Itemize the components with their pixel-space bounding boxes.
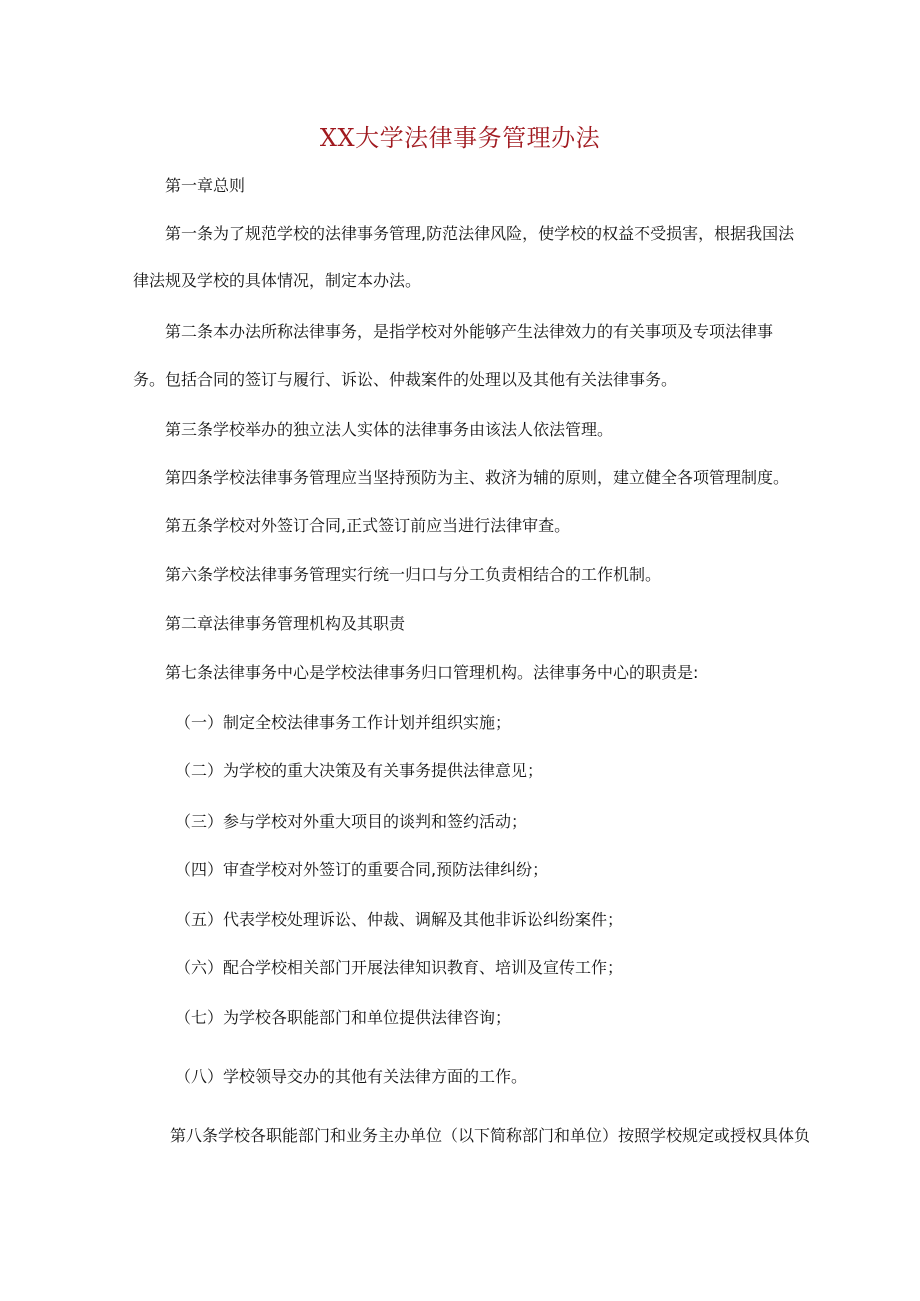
article-2-line-1: 第二条本办法所称法律事务，是指学校对外能够产生法律效力的有关事项及专项法律事 [165,322,774,341]
duty-item: （二）为学校的重大决策及有关事务提供法律意见； [175,761,544,780]
duty-item: （六）配合学校相关部门开展法律知识教育、培训及宣传工作； [175,958,624,977]
article-6: 第六条学校法律事务管理实行统一归口与分工负责相结合的工作机制。 [165,565,662,584]
duty-item: （八）学校领导交办的其他有关法律方面的工作。 [175,1067,528,1086]
duty-item: （七）为学校各职能部门和单位提供法律咨询； [175,1008,512,1027]
article-1-line-1: 第一条为了规范学校的法律事务管理,防范法律风险，使学校的权益不受损害，根据我国法 [165,224,795,243]
article-4: 第四条学校法律事务管理应当坚持预防为主、救济为辅的原则，建立健全各项管理制度。 [165,468,790,487]
article-7: 第七条法律事务中心是学校法律事务归口管理机构。法律事务中心的职责是: [165,663,699,682]
duty-item: （五）代表学校处理诉讼、仲裁、调解及其他非诉讼纠纷案件； [175,910,624,929]
article-3: 第三条学校举办的独立法人实体的法律事务由该法人依法管理。 [165,420,614,439]
article-5: 第五条学校对外签订合同,正式签订前应当进行法律审查。 [165,516,571,535]
chapter-heading: 第一章总则 [165,176,246,195]
article-2-line-2: 务。包括合同的签订与履行、诉讼、仲裁案件的处理以及其他有关法律事务。 [133,370,678,389]
article-8-line-1: 第八条学校各职能部门和业务主办单位（以下简称部门和单位）按照学校规定或授权具体负 [170,1126,811,1145]
chapter-heading: 第二章法律事务管理机构及其职责 [165,614,406,633]
document-title: XX大学法律事务管理办法 [319,124,601,152]
duty-item: （三）参与学校对外重大项目的谈判和签约活动； [175,812,528,831]
duty-item: （四）审查学校对外签订的重要合同,预防法律纠纷； [175,860,549,879]
article-1-line-2: 律法规及学校的具体情况，制定本办法。 [133,271,422,290]
duty-item: （一）制定全校法律事务工作计划并组织实施； [175,713,512,732]
